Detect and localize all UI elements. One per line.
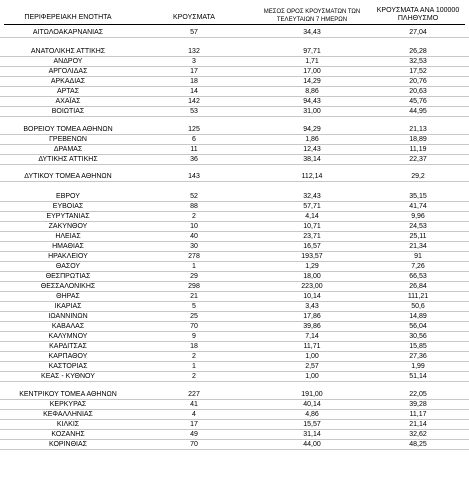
per-100000-value: 24,53 (409, 223, 427, 230)
cases-value: 2 (192, 353, 196, 360)
table-row (0, 28, 469, 38)
avg-7day-value: 32,43 (303, 193, 321, 200)
avg-7day-value: 18,00 (303, 273, 321, 280)
cases-value: 298 (188, 283, 200, 290)
cases-value: 70 (190, 323, 198, 330)
per-100000-value: 32,53 (409, 58, 427, 65)
avg-7day-value: 1,86 (305, 136, 319, 143)
avg-7day-value: 17,86 (303, 313, 321, 320)
cases-value: 3 (192, 58, 196, 65)
region-name: ΚΟΖΑΝΗΣ (51, 431, 85, 438)
region-name: ΚΑΡΔΙΤΣΑΣ (49, 343, 87, 350)
per-100000-value: 30,56 (409, 333, 427, 340)
cases-value: 143 (188, 173, 200, 180)
avg-7day-value: 16,57 (303, 243, 321, 250)
avg-7day-value: 10,14 (303, 293, 321, 300)
cases-value: 2 (192, 373, 196, 380)
region-name: ΙΩΑΝΝΙΝΩΝ (48, 313, 88, 320)
region-name: ΚΙΛΚΙΣ (56, 421, 80, 428)
avg-7day-value: 38,14 (303, 156, 321, 163)
table-row (0, 222, 469, 232)
region-name: ΚΑΣΤΟΡΙΑΣ (48, 363, 88, 370)
avg-7day-value: 94,43 (303, 98, 321, 105)
region-name: ΘΕΣΣΑΛΟΝΙΚΗΣ (40, 283, 96, 290)
avg-7day-value: 14,29 (303, 78, 321, 85)
table-row (0, 77, 469, 87)
cases-value: 10 (190, 223, 198, 230)
per-100000-value: 39,28 (409, 401, 427, 408)
region-name: ΚΕΦΑΛΛΗΝΙΑΣ (43, 411, 93, 418)
cases-value: 1 (192, 263, 196, 270)
table-row (0, 302, 469, 312)
header-7day-average: ΜΕΣΟΣ ΟΡΟΣ ΚΡΟΥΣΜΑΤΩΝ ΤΩΝ ΤΕΛΕΥΤΑΙΩΝ 7 ΗΜΕΡΩΝ (263, 9, 361, 23)
table-row (0, 192, 469, 202)
table-row (0, 57, 469, 67)
per-100000-value: 56,04 (409, 323, 427, 330)
per-100000-value: 20,63 (409, 88, 427, 95)
table-row (0, 372, 469, 382)
cases-value: 17 (190, 68, 198, 75)
table-row (0, 212, 469, 222)
per-100000-value: 22,37 (409, 156, 427, 163)
table-row (0, 135, 469, 145)
region-name: ΓΡΕΒΕΝΩΝ (49, 136, 87, 143)
table-row (0, 262, 469, 272)
table-row (0, 67, 469, 77)
per-100000-value: 48,25 (409, 441, 427, 448)
cases-value: 49 (190, 431, 198, 438)
per-100000-value: 66,53 (409, 273, 427, 280)
cases-value: 30 (190, 243, 198, 250)
per-100000-value: 25,11 (409, 233, 427, 240)
region-name: ΚΟΡΙΝΘΙΑΣ (49, 441, 87, 448)
region-name: ΚΑΛΥΜΝΟΥ (48, 333, 88, 340)
per-100000-value: 11,17 (409, 411, 427, 418)
per-100000-value: 41,74 (409, 203, 427, 210)
avg-7day-value: 97,71 (303, 48, 321, 55)
region-name: ΕΥΡΥΤΑΝΙΑΣ (46, 213, 90, 220)
cases-value: 18 (190, 343, 198, 350)
avg-7day-value: 1,00 (305, 353, 319, 360)
table-row (0, 390, 469, 400)
per-100000-value: 35,15 (409, 193, 427, 200)
cases-value: 278 (188, 253, 200, 260)
table-row (0, 292, 469, 302)
per-100000-value: 14,89 (409, 313, 427, 320)
table-row (0, 362, 469, 372)
cases-value: 41 (190, 401, 198, 408)
table-row (0, 155, 469, 165)
region-name: ΑΝΔΡΟΥ (53, 58, 83, 65)
cases-value: 132 (188, 48, 200, 55)
avg-7day-value: 191,00 (301, 391, 323, 398)
table-row (0, 440, 469, 450)
cases-value: 11 (190, 146, 198, 153)
avg-7day-value: 1,00 (305, 373, 319, 380)
region-name: ΑΡΚΑΔΙΑΣ (50, 78, 86, 85)
region-name: ΑΧΑΪΑΣ (55, 98, 81, 105)
region-name: ΗΛΕΙΑΣ (55, 233, 81, 240)
table-row (0, 430, 469, 440)
table-row (0, 125, 469, 135)
cases-value: 40 (190, 233, 198, 240)
avg-7day-value: 4,14 (305, 213, 319, 220)
per-100000-value: 21,14 (409, 421, 427, 428)
region-name: ΑΝΑΤΟΛΙΚΗΣ ΑΤΤΙΚΗΣ (30, 48, 106, 55)
table-row (0, 47, 469, 57)
header-region: ΠΕΡΙΦΕΡΕΙΑΚΗ ΕΝΟΤΗΤΑ (24, 14, 112, 21)
region-name: ΗΜΑΘΙΑΣ (52, 243, 84, 250)
region-name: ΕΥΒΟΙΑΣ (52, 203, 84, 210)
per-100000-value: 21,34 (409, 243, 427, 250)
region-name: ΑΡΤΑΣ (56, 88, 80, 95)
per-100000-value: 18,89 (409, 136, 427, 143)
region-name: ΙΚΑΡΙΑΣ (54, 303, 82, 310)
per-100000-value: 17,52 (409, 68, 427, 75)
per-100000-value: 9,96 (411, 213, 425, 220)
cases-value: 57 (190, 29, 198, 36)
table-row (0, 107, 469, 117)
avg-7day-value: 8,86 (305, 88, 319, 95)
table-row (0, 172, 469, 182)
avg-7day-value: 31,00 (303, 108, 321, 115)
table-row (0, 97, 469, 107)
region-name: ΗΡΑΚΛΕΙΟΥ (48, 253, 88, 260)
per-100000-value: 111,21 (407, 293, 429, 300)
cases-value: 2 (192, 213, 196, 220)
per-100000-value: 51,14 (409, 373, 427, 380)
region-name: ΒΟΡΕΙΟΥ ΤΟΜΕΑ ΑΘΗΝΩΝ (23, 126, 113, 133)
avg-7day-value: 10,71 (303, 223, 321, 230)
avg-7day-value: 39,86 (303, 323, 321, 330)
cases-value: 88 (190, 203, 198, 210)
table-row (0, 352, 469, 362)
per-100000-value: 32,62 (409, 431, 427, 438)
region-name: ΒΟΙΩΤΙΑΣ (51, 108, 85, 115)
avg-7day-value: 2,57 (305, 363, 319, 370)
table-row (0, 322, 469, 332)
per-100000-value: 21,13 (409, 126, 427, 133)
per-100000-value: 50,6 (411, 303, 425, 310)
table-row (0, 252, 469, 262)
avg-7day-value: 3,43 (305, 303, 319, 310)
avg-7day-value: 15,57 (303, 421, 321, 428)
table-row (0, 202, 469, 212)
avg-7day-value: 1,29 (305, 263, 319, 270)
per-100000-value: 26,28 (409, 48, 427, 55)
table-row (0, 400, 469, 410)
cases-value: 53 (190, 108, 198, 115)
per-100000-value: 27,36 (409, 353, 427, 360)
avg-7day-value: 112,14 (301, 173, 323, 180)
cases-value: 142 (188, 98, 200, 105)
avg-7day-value: 31,14 (303, 431, 321, 438)
per-100000-value: 91 (414, 253, 422, 260)
avg-7day-value: 40,14 (303, 401, 321, 408)
per-100000-value: 11,19 (409, 146, 427, 153)
cases-value: 227 (188, 391, 200, 398)
region-name: ΖΑΚΥΝΘΟΥ (48, 223, 88, 230)
avg-7day-value: 57,71 (303, 203, 321, 210)
table-row (0, 232, 469, 242)
region-name: ΑΡΓΟΛΙΔΑΣ (48, 68, 88, 75)
avg-7day-value: 1,71 (305, 58, 319, 65)
region-name: ΚΑΒΑΛΑΣ (51, 323, 85, 330)
avg-7day-value: 17,00 (303, 68, 321, 75)
table-row (0, 410, 469, 420)
per-100000-value: 26,84 (409, 283, 427, 290)
region-name: ΑΙΤΩΛΟΑΚΑΡΝΑΝΙΑΣ (32, 29, 104, 36)
avg-7day-value: 34,43 (303, 29, 321, 36)
region-name: ΔΡΑΜΑΣ (53, 146, 83, 153)
cases-value: 36 (190, 156, 198, 163)
cases-value: 18 (190, 78, 198, 85)
cases-value: 25 (190, 313, 198, 320)
avg-7day-value: 44,00 (303, 441, 321, 448)
cases-value: 1 (192, 363, 196, 370)
cases-value: 4 (192, 411, 196, 418)
table-row (0, 282, 469, 292)
table-row (0, 145, 469, 155)
avg-7day-value: 23,71 (303, 233, 321, 240)
cases-value: 14 (190, 88, 198, 95)
table-row (0, 342, 469, 352)
region-name: ΘΕΣΠΡΩΤΙΑΣ (45, 273, 91, 280)
region-name: ΚΑΡΠΑΘΟΥ (48, 353, 88, 360)
per-100000-value: 1,99 (411, 363, 425, 370)
per-100000-value: 29,2 (411, 173, 425, 180)
cases-value: 5 (192, 303, 196, 310)
cases-value: 52 (190, 193, 198, 200)
per-100000-value: 45,76 (409, 98, 427, 105)
table-row (0, 87, 469, 97)
avg-7day-value: 7,14 (305, 333, 319, 340)
region-name: ΘΗΡΑΣ (56, 293, 80, 300)
region-name: ΔΥΤΙΚΟΥ ΤΟΜΕΑ ΑΘΗΝΩΝ (24, 173, 112, 180)
cases-value: 29 (190, 273, 198, 280)
region-name: ΚΕΑΣ - ΚΥΘΝΟΥ (41, 373, 95, 380)
region-name: ΘΑΣΟΥ (55, 263, 81, 270)
per-100000-value: 15,85 (409, 343, 427, 350)
header-cases-per-100000: ΚΡΟΥΣΜΑΤΑ ΑΝΑ 100000 ΠΛΗΘΥΣΜΟ (376, 7, 460, 22)
avg-7day-value: 12,43 (303, 146, 321, 153)
cases-value: 9 (192, 333, 196, 340)
per-100000-value: 7,26 (411, 263, 425, 270)
avg-7day-value: 11,71 (303, 343, 321, 350)
table-row (0, 420, 469, 430)
cases-value: 6 (192, 136, 196, 143)
avg-7day-value: 223,00 (301, 283, 323, 290)
region-name: ΚΕΝΤΡΙΚΟΥ ΤΟΜΕΑ ΑΘΗΝΩΝ (19, 391, 117, 398)
per-100000-value: 22,05 (409, 391, 427, 398)
region-name: ΔΥΤΙΚΗΣ ΑΤΤΙΚΗΣ (38, 156, 98, 163)
per-100000-value: 20,76 (409, 78, 427, 85)
table-row (0, 242, 469, 252)
cases-value: 21 (190, 293, 198, 300)
avg-7day-value: 4,86 (305, 411, 319, 418)
table-row (0, 332, 469, 342)
region-name: ΕΒΡΟΥ (56, 193, 80, 200)
cases-value: 70 (190, 441, 198, 448)
region-name: ΚΕΡΚΥΡΑΣ (49, 401, 87, 408)
header-divider (4, 24, 465, 25)
cases-value: 125 (188, 126, 200, 133)
table-row (0, 272, 469, 282)
per-100000-value: 44,95 (409, 108, 427, 115)
avg-7day-value: 94,29 (303, 126, 321, 133)
header-cases: ΚΡΟΥΣΜΑΤΑ (173, 14, 215, 21)
table-row (0, 312, 469, 322)
per-100000-value: 27,04 (409, 29, 427, 36)
avg-7day-value: 193,57 (301, 253, 323, 260)
cases-value: 17 (190, 421, 198, 428)
